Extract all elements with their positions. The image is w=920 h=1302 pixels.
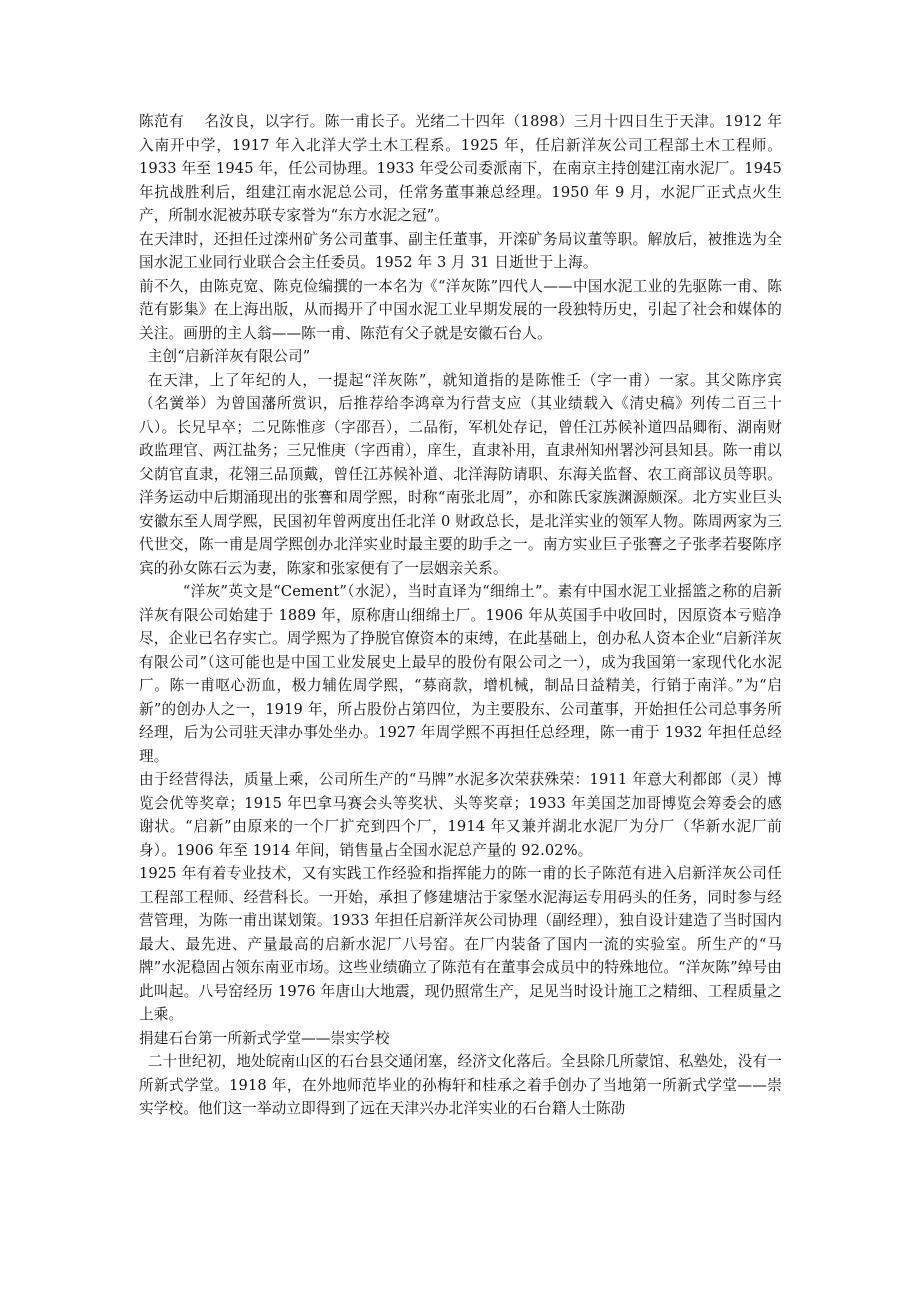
paragraph-family-history: 在天津，上了年纪的人，一提起“洋灰陈”，就知道指的是陈惟壬（字一甫）一家。其父陈序宾（名黉举）为曾国藩所赏识，后推荐给李鸿章为行营支应（其业绩载入《清史稿》列传二百三十八）。长兄早卒；二兄陈惟彦（字邵吾），二品衔，军机处存记，曾任江苏候补道四品卿衔、湖南财政监理官、两江盐务；三兄惟庚（字西甫），庠生，直隶补用，直隶州知州署沙河县知县。陈一甫以父荫官直隶，花翎三品顶戴，曾任江苏候补道、北洋海防请职、东海关监督、农工商部议员等职。洋务运动中后期涌现出的张謇和周学熙，时称“南张北周”，亦和陈氏家族渊源颇深。北方实业巨头安徽东至人周学熙，民国初年曾两度出任北洋 0 财政总长，是北洋实业的领军人物。陈周两家为三代世交，陈一甫是周学熙创办北洋实业时最主要的助手之一。南方实业巨子张謇之子张孝若娶陈序宾的孙女陈石云为妻，陈家和张家便有了一层姻亲关系。 [139,371,782,577]
paragraph-shitai-school: 二十世纪初，地处皖南山区的石台县交通闭塞，经济文化落后。全县除几所蒙馆、私塾处，没有一所新式学堂。1918 年，在外地师范毕业的孙梅轩和桂承之着手创办了当地第一所新式学堂——崇实学校。他们这一举动立即得到了远在天津兴办北洋实业的石台籍人士陈劭 [139,1053,782,1117]
paragraph-horse-brand-awards: 由于经营得法，质量上乘，公司所生产的“马牌”水泥多次荣获殊荣：1911 年意大利都郎（灵）博览会优等奖章；1915 年巴拿马赛会头等奖状、头等奖章；1933 年美国芝加哥博览会筹委会的感谢状。“启新”由原来的一个厂扩充到四个厂，1914 年又兼并湖北水泥厂为分厂（华新水泥厂前身）。1906 年至 1914 年间，销售量占全国水泥总产量的 92.02%。 [139,771,782,859]
section-heading-chongshi-school: 捐建石台第一所新式学堂——崇实学校 [139,1029,390,1047]
section-heading-qixin: 主创“启新洋灰有限公司” [147,348,311,365]
paragraph-tianjin-positions: 在天津时，还担任过滦州矿务公司董事、副主任董事，开滦矿务局议董等职。解放后，被推选为全国水泥工业同行业联合会主任委员。1952 年 3 月 31 日逝世于上海。 [139,230,782,271]
paragraph-photo-album: 前不久，由陈克宽、陈克俭编撰的一本名为《“洋灰陈”四代人——中国水泥工业的先驱陈一甫、陈范有影集》在上海出版，从而揭开了中国水泥工业早期发展的一段独特历史，引起了社会和媒体的关注。画册的主人翁——陈一甫、陈范有父子就是安徽石台人。 [139,277,782,342]
paragraph-chen-fanyou-engineering: 1925 年有着专业技术，又有实践工作经验和指挥能力的陈一甫的长子陈范有进入启新洋灰公司任工程部工程师、经营科长。一开始，承担了修建塘沽于家堡水泥海运专用码头的任务，同时参与经营管理，为陈一甫出谋划策。1933 年担任启新洋灰公司协理（副经理），独自设计建造了当时国内最大、最先进、产量最高的启新水泥厂八号窑。在厂内装备了国内一流的实验室。所生产的“马牌”水泥稳固占领东南亚市场。这些业绩确立了陈范有在董事会成员中的特殊地位。“洋灰陈”绰号由此叫起。八号窑经历 1976 年唐山大地震，现仍照常生产，足见当时设计施工之精细、工程质量之上乘。 [139,865,782,1023]
paragraph-cement-company: “洋灰”英文是“Cement”（水泥），当时直译为“细绵土”。素有中国水泥工业摇篮之称的启新洋灰有限公司始建于 1889 年，原称唐山细绵土厂。1906 年从英国手中收回时，因原资本亏赔净尽，企业已名存实亡。周学熙为了挣脱官僚资本的束缚，在此基础上，创办私人资本企业“启新洋灰有限公司”（这可能也是中国工业发展史上最早的股份有限公司之一），成为我国第一家现代化水泥厂。陈一甫呕心沥血，极力辅佐周学熙，“募商款，增机械，制品日益精美，行销于南洋。”为“启新”的创办人之一，1919 年，所占股份占第四位，为主要股东、公司董事，开始担任公司总事务所经理，后为公司驻天津办事处坐办。1927 年周学熙不再担任总经理，陈一甫于 1932 年担任总经理。 [139,583,782,765]
document-page [139,110,782,1121]
paragraph-biography: 陈范有 名汝良，以字行。陈一甫长子。光绪二十四年（1898）三月十四日生于天津。1912 年入南开中学，1917 年入北洋大学土木工程系。1925 年，任启新洋灰公司工程部土木工程师。1933 年至 1945 年，任公司协理。1933 年受公司委派南下，在南京主持创建江南水泥厂。1945 年抗战胜利后，组建江南水泥总公司，任常务董事兼总经理。1950 年 9 月，水泥厂正式点火生产，所制水泥被苏联专家誉为“东方水泥之冠”。 [139,113,782,224]
